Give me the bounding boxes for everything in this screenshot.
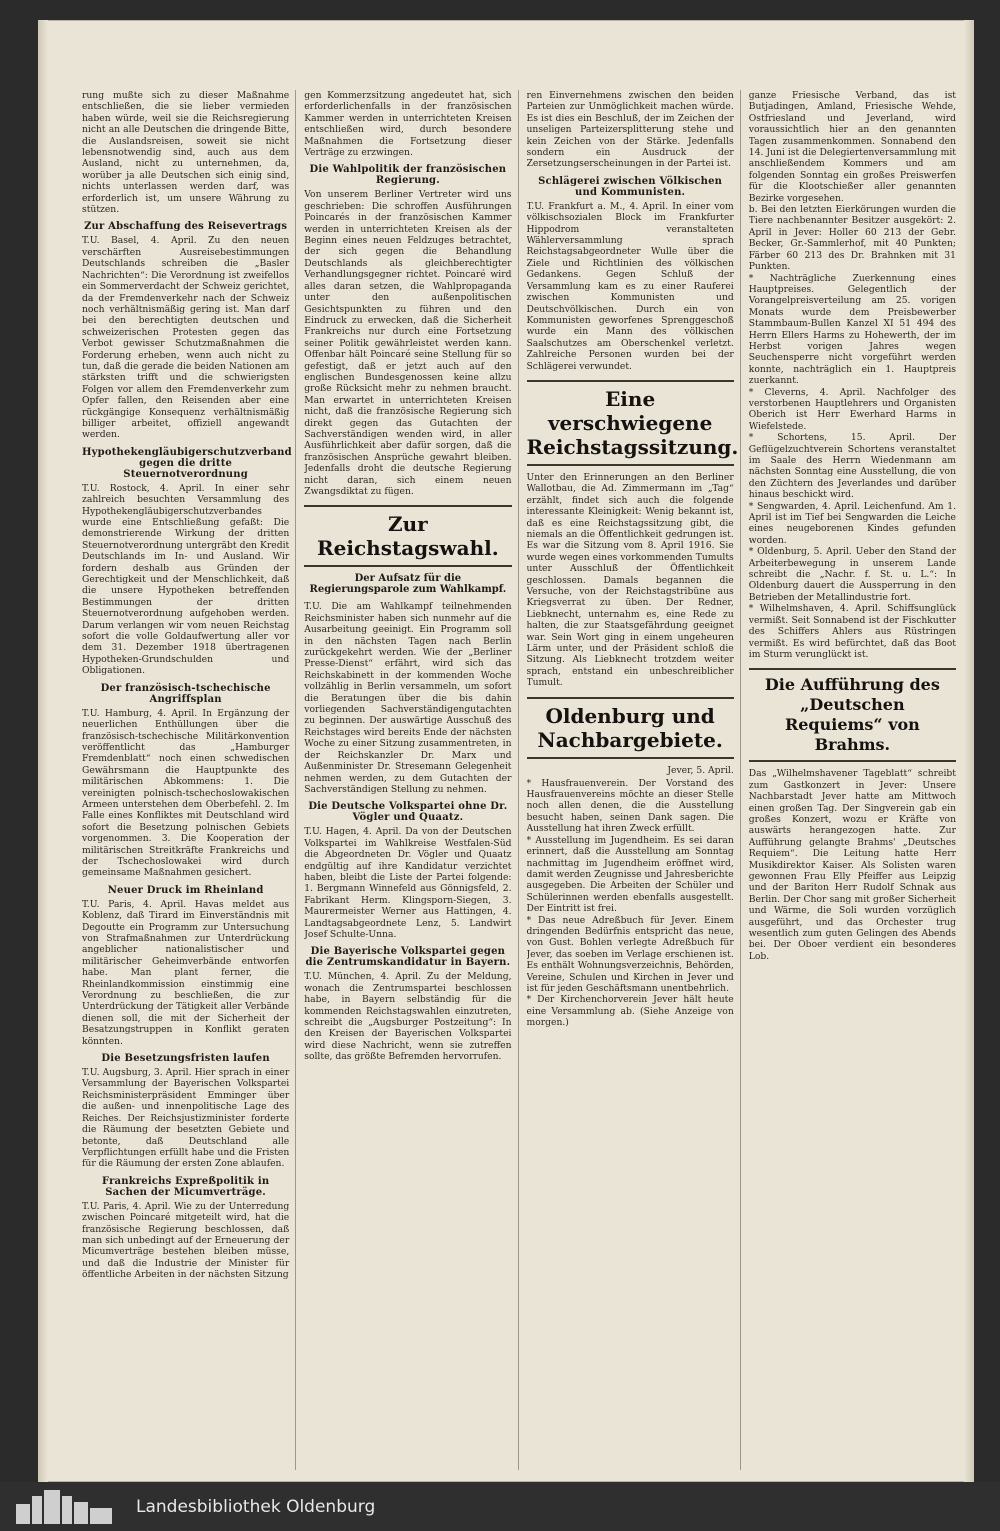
major-headline: Oldenburg und Nachbargebiete. <box>527 697 734 759</box>
column-2 <box>304 90 518 1470</box>
article-paragraph: * Sengwarden, 4. April. Leichenfund. Am 1. April ist im Tief bei Sengwarden die Leiche eines neugeborenen Kindes gefunden worden. <box>748 500 956 546</box>
section-heading: Frankreichs Expreßpolitik in Sachen der Micumverträge. <box>101 1175 270 1198</box>
columns <box>82 90 962 1470</box>
article-paragraph: ren Einvernehmens zwischen den beiden Parteien zur Unmöglichkeit machen würde. Es ist dies ein Beschluß, der im Zeichen der unseligen Parteizersplitterung stehe und kein Zeichen von der Stärke. Jedenfalls sondern ein Ausdruck der Zersetzungserscheinungen in der Partei ist. <box>526 90 734 170</box>
article-paragraph: * Ausstellung im Jugendheim. Es sei daran erinnert, daß die Ausstellung am Sonntag nachmittag im Jugendheim eröffnet wird, damit werden Zeugnisse und Jahresberichte ausgegeben. Die Arbeiten der Schüler und Schülerinnen werden ebenfalls ausgestellt. Der Eintritt ist frei. <box>526 834 734 915</box>
section-heading: Schlägerei zwischen Völkischen und Kommunisten. <box>538 175 723 198</box>
footer-label[interactable]: Landesbibliothek Oldenburg <box>136 1496 376 1517</box>
article-paragraph: rung mußte sich zu dieser Maßnahme entschließen, die sie lieber vermieden haben würde, weil sie die Reichsregierung nicht an alle Deutschen die dringende Bitte, die Auslandsreisen, soweit sie nicht lebensnotwendig sind, auch aus dem Ausland, nicht zu unternehmen, da, worüber ja alle Deutschen sich einig sind, nichts unterlassen werden darf, was erforderlich ist, um unsere Währung zu stützen. <box>82 90 290 216</box>
major-headline: Zur Reichstagswahl. <box>304 505 511 567</box>
section-heading: Neuer Druck im Rheinland <box>107 884 264 896</box>
major-headline: Die Aufführung des „Deutschen Requiems“ von Brahms. <box>749 668 956 762</box>
newspaper-page <box>38 20 974 1482</box>
article-paragraph: * Das neue Adreßbuch für Jever. Einem dringenden Bedürfnis entspricht das neue, von Gust. Bohlen verlegte Adreßbuch für Jever, das soeben im Verlage erschienen ist. Es enthält Wohnungsverzeichnis, Behörden, Vereine, Schulen und Kirchen in Jever und ist für jeden Geschäftsmann unentbehrlich. <box>526 914 734 994</box>
section-heading: Der französisch-tschechische Angriffsplan <box>100 682 271 705</box>
section-heading: Zur Abschaffung des Reisevertrags <box>84 221 288 233</box>
article-paragraph: T.U. Augsburg, 3. April. Hier sprach in einer Versammlung der Bayerischen Volkspartei Reichsministerpräsident Emminger über die außen- und innenpolitische Lage des Reiches. Der Reichsjustizminister forderte die Räumung der besetzten Gebiete und betonte, daß Deutschland alle Verpflichtungen erfüllt habe und die Fristen für die Räumung der ersten Zone ablaufen. <box>82 1067 290 1170</box>
article-paragraph: T.U. Paris, 4. April. Havas meldet aus Koblenz, daß Tirard im Einverständnis mit Degoutte ein Programm zur Untersuchung von Strafmaßnahmen zur Unterdrückung angeblicher nationalistischer und militärischer Geheimverbände entworfen habe. Man plant ferner, die Rheinlandkommission einstimmig eine Verordnung zu beschließen, die zur Unterdrückung der Tätigkeit aller Verbände dienen soll, die mit der Sicherheit der Besatzungstruppen in Konflikt geraten könnten. <box>82 898 290 1047</box>
page-edge-right <box>964 20 974 1482</box>
column-4 <box>749 90 962 1470</box>
article-paragraph: Von unserem Berliner Vertreter wird uns geschrieben: Die schroffen Ausführungen Poincarés in der französischen Kammer werden in unterrichteten Kreisen als der Beginn eines neuen Feldzuges betrachtet, der sich gegen die Behandlung Deutschlands als gleichberechtigter Verhandlungsgegner richtet. Poincaré wird alles daran setzen, die Wahlpropaganda unter den außenpolitischen Gesichtspunkten zu führen und den Eindruck zu erwecken, daß die Sicherheit Frankreichs nur durch eine Fortsetzung seiner Politik gewährleistet werden kann. Offenbar hält Poincaré seine Stellung für so gefestigt, daß er jetzt auch auf den englischen Bundesgenossen keine allzu große Rücksicht mehr zu nehmen braucht. Man erwartet in unterrichteten Kreisen nicht, daß die französische Regierung sich direkt gegen das Gutachten der Sachverständigen wenden wird, in aller Ausführlichkeit aber dafür sorgen, daß die französischen Ansprüche gewahrt bleiben. Jedenfalls droht die deutsche Regierung nicht daran, sich einem neuen Zwangsdiktat zu fügen. <box>304 189 512 497</box>
article-paragraph: T.U. Frankfurt a. M., 4. April. In einer vom völkischsozialen Block im Frankfurter Hippodrom veranstalteten Wählerversammlung sprach Reichstagsabgeordneter Wulle über die Ziele und Richtlinien des völkischen Gedankens. Gegen Schluß der Versammlung kam es zu einer Rauferei zwischen Kommunisten und Deutschvölkischen. Durch ein von Kommunisten geworfenes Sprenggeschoß wurde ein Mann des völkischen Saalschutzes am Oberschenkel verletzt. Zahlreiche Personen wurden bei der Schlägerei verwundet. <box>526 200 734 372</box>
article-paragraph: T.U. Basel, 4. April. Zu den neuen verschärften Ausreisebestimmungen Deutschlands schreiben die „Basler Nachrichten“: Die Verordnung ist zweifellos ein Sommerverdacht der Schweiz gerichtet, da der Fremdenverkehr nach der Schweiz noch verhältnismäßig gering ist. Man darf bei den berechtigten deutschen und schweizerischen Protesten gegen das Verbot gewisser Schutzmaßnahmen die Forderung erheben, wenn auch nicht zu tun, daß die gerade die beiden Nationen am stärksten trifft und die schwierigsten Folgen vor allem den Fremdenverkehr zum Opfer fallen, den Reisenden aber eine rückgängige Konsequenz verhältnismäßig billiger arbeitet, offiziell angewandt werden. <box>82 235 290 441</box>
article-paragraph: T.U. Die am Wahlkampf teilnehmenden Reichsminister haben sich nunmehr auf die Ausarbeitung geeinigt. Ein Programm soll in den nächsten Tagen nach Berlin zurückgekehrt werden. Wie der „Berliner Presse-Dienst“ erfährt, wird sich das Reichskabinett in der kommenden Woche vollzählig in Berlin versammeln, um sofort die Beratungen über die bis dahin vorliegenden Sachverständigengutachten zu beginnen. Der auswärtige Ausschuß des Reichstages wird bereits Ende der nächsten Woche zu einer Sitzung zusammentreten, in der Reichskanzler Dr. Marx und Außenminister Dr. Stresemann Gelegenheit nehmen werden, zu dem Gutachten der Sachverständigen Stellung zu nehmen. <box>304 601 512 795</box>
section-heading: Die Deutsche Volkspartei ohne Dr. Vögler und Quaatz. <box>308 801 508 824</box>
article-paragraph: T.U. Hamburg, 4. April. In Ergänzung der neuerlichen Enthüllungen über die französisch-tschechische Militärkonvention veröffentlicht das „Hamburger Fremdenblatt“ noch einen schwedischen Gewährsmann die Hauptpunkte des militärischen Abkommens: 1. Die vereinigten polnisch-tschechoslowakischen Armeen unterstehen dem Oberbefehl. 2. Im Falle eines Konfliktes mit Deutschland wird sofort die Besetzung polnischen Gebiets vorgenommen. 3. Die Kooperation der militärischen Streitkräfte Frankreichs und der Tschechoslowakei wird durch gemeinsame Maßnahmen gesichert. <box>82 707 290 879</box>
page-edge-left <box>38 20 48 1482</box>
article-paragraph: T.U. Rostock, 4. April. In einer sehr zahlreich besuchten Versammlung des Hypothekengläubigerschutzverbandes wurde eine Entschließung gefaßt: Die demonstrierende Wirkung der dritten Steuernotverordnung untergräbt den Kredit Deutschlands im In- und Ausland. Wir fordern deshalb aus Gründen der Gerechtigkeit und der Menschlichkeit, daß die unsere Hypotheken betreffenden Bestimmungen der dritten Steuernotverordnung aufgehoben werden. Darum verlangen wir vom neuen Reichstag sofort die volle Goldaufwertung aller vor dem 31. Dezember 1918 übertragenen Hypotheken-Grundschulden und Obligationen. <box>82 482 290 677</box>
article-paragraph: gen Kommerzsitzung angedeutet hat, sich erforderlichenfalls in der französischen Kammer werden in unterrichteten Kreisen entschließen wird, durch besondere Maßnahmen die Fortsetzung dieser Verträge zu erzwingen. <box>304 90 512 159</box>
article-paragraph: * Cleverns, 4. April. Nachfolger des verstorbenen Hauptlehrers und Organisten Oberich ist Herr Ewerhard Harms in Wiefelstede. <box>748 386 956 432</box>
section-heading: Die Bayerische Volkspartei gegen die Zentrumskandidatur in Bayern. <box>305 946 511 969</box>
article-paragraph: * Schortens, 15. April. Der Geflügelzuchtverein Schortens veranstaltet im Saale des Herrn Wiedenmann am nächsten Sonntag eine Ausstellung, die von den Züchtern des Jeverlandes und darüber hinaus beschickt wird. <box>748 432 956 501</box>
article-paragraph: * Nachträgliche Zuerkennung eines Hauptpreises. Gelegentlich der Vorangelpreisverteilung am 25. vorigen Monats wurde dem Preisbewerber Stammbaum-Bullen Kanzel XI 51 494 des Herrn Ellers Harms zu Hohewerth, der im Herbst vorigen Jahres wegen Seuchensperre nicht vorgeführt werden konnte, nachträglich ein 1. Hauptpreis zuerkannt. <box>748 272 956 387</box>
headline-deck: Der Aufsatz für die Regierungsparole zum Wahlkampf. <box>309 573 507 596</box>
library-building-icon <box>16 1490 116 1524</box>
column-3 <box>527 90 741 1470</box>
article-paragraph: ganze Friesische Verband, das ist Butjadingen, Amland, Friesische Wehde, Ostfriesland und Jeverland, wird voraussichtlich hier an den genannten Tagen zusammenkommen. Sonnabend den 14. Juni ist die Delegiertenversammlung mit anschließendem Kommers und am folgenden Sonntag ein großes Preiswerfen für die Klootschießer aller genannten Bezirke vorgesehen. <box>748 90 956 204</box>
article-paragraph: * Der Kirchenchorverein Jever hält heute eine Versammlung ab. (Siehe Anzeige von morgen.) <box>526 994 734 1029</box>
dateline: Jever, 5. April. <box>667 764 734 776</box>
footer-bar <box>0 1482 1000 1531</box>
article-paragraph: T.U. Paris, 4. April. Wie zu der Unterredung zwischen Poincaré mitgeteilt wird, hat die französische Regierung beschlossen, daß man sich unbedingt auf der Erneuerung der Micumverträge bestehen bleiben müsse, und daß die Industrie der Minister für öffentliche Arbeiten in der nächsten Sitzung <box>82 1200 290 1281</box>
section-heading: Die Besetzungsfristen laufen <box>101 1053 270 1065</box>
article-paragraph: * Wilhelmshaven, 4. April. Schiffsunglück vermißt. Seit Sonnabend ist der Fischkutter des Schiffers Ahlers aus Rüstringen vermißt. Es wird befürchtet, daß das Boot im Sturm verunglückt ist. <box>748 603 956 660</box>
major-headline: Eine verschwiegene Reichstagssitzung. <box>527 380 734 466</box>
article-paragraph: T.U. Hagen, 4. April. Da von der Deutschen Volkspartei im Wahlkreise Westfalen-Süd die Abgeordneten Dr. Vögler und Quaatz endgültig auf ihre Kandidatur verzichtet haben, bleibt die Liste der Partei folgende: 1. Bergmann Winnefeld aus Gönnigsfeld, 2. Fabrikant Herm. Klingsporn-Siegen, 3. Maurermeister Werner aus Hattingen, 4. Landtagsabgeordnete Lenz, 5. Landwirt Josef Schulte-Unna. <box>304 826 512 940</box>
article-paragraph: * Oldenburg, 5. April. Ueber den Stand der Arbeiterbewegung in unserem Lande schreibt die „Nachr. f. St. u. L.“: In Oldenburg dauert die Aussperrung in den Betrieben der Metallindustrie fort. <box>748 546 956 603</box>
section-heading: Die Wahlpolitik der französischen Regierung. <box>309 164 507 187</box>
column-1 <box>82 90 296 1470</box>
article-paragraph: T.U. München, 4. April. Zu der Meldung, wonach die Zentrumspartei beschlossen habe, in Bayern selbständig für die kommenden Reichstagswahlen einzutreten, schreibt die „Augsburger Postzeitung“: In den Kreisen der Bayerischen Volkspartei wird diese Nachricht, wenn sie zutreffen sollte, das größte Befremden hervorrufen. <box>304 971 512 1063</box>
article-paragraph: Unter den Erinnerungen an den Berliner Wallotbau, die Ad. Zimmermann im „Tag“ erzählt, findet sich auch die folgende interessante Kleinigkeit: Wenig bekannt ist, daß es eine Reichstagssitzung gibt, die niemals an die Öffentlichkeit gedrungen ist. Es war die Sitzung vom 8. April 1916. Sie wurde wegen eines vorkommenden Tumults unter Ausschluß der Öffentlichkeit geschlossen. Damals begannen die Versuche, von der Reichstagstribüne aus Kriegsverrat zu üben. Der Redner, Liebknecht, unternahm es, eine Rede zu halten, die zur Staatsgefährdung geeignet war. Sein Wort ging in einem ungeheuren Lärm unter, und der Präsident schloß die Sitzung. Als Liebknecht trotzdem weiter sprach, entstand ein unbeschreiblicher Tumult. <box>526 471 734 689</box>
article-paragraph: b. Bei den letzten Eierkörungen wurden die Tiere nachbenannter Besitzer ausgekört: 2. April in Jever: Holler 60 213 der Gebr. Becker, Gr.-Sammlerhof, mit 40 Punkten; Färber 60 213 des Dr. Brahnken mit 31 Punkten. <box>748 204 956 273</box>
section-heading: Hypothekengläubigerschutzverband gegen die dritte Steuernotverordnung <box>82 446 292 480</box>
article-paragraph: * Hausfrauenverein. Der Vorstand des Hausfrauenvereins möchte an dieser Stelle noch allen denen, die die Ausstellung besucht haben, seinen Dank sagen. Die Ausstellung hat ihren Zweck erfüllt. <box>526 777 734 835</box>
article-paragraph: Das „Wilhelmshavener Tageblatt“ schreibt zum Gastkonzert in Jever: Unsere Nachbarstadt Jever hatte am Mittwoch einen großen Tag. Der Singverein gab ein großes Konzert, wozu er Kräfte von auswärts herangezogen hatte. Zur Aufführung gelangte Brahms' „Deutsches Requiem“. Die Leitung hatte Herr Musikdirektor Kaiser. Als Solisten waren gewonnen Frau Elly Pfeiffer aus Leipzig und der Bariton Herr Rudolf Schnak aus Berlin. Der Chor sang mit großer Sicherheit und Wärme, die Soli wurden vorzüglich ausgeführt, und das Orchester trug wesentlich zum guten Gelingen des Abends bei. Der Oboer verdient ein besonderes Lob. <box>748 768 956 962</box>
